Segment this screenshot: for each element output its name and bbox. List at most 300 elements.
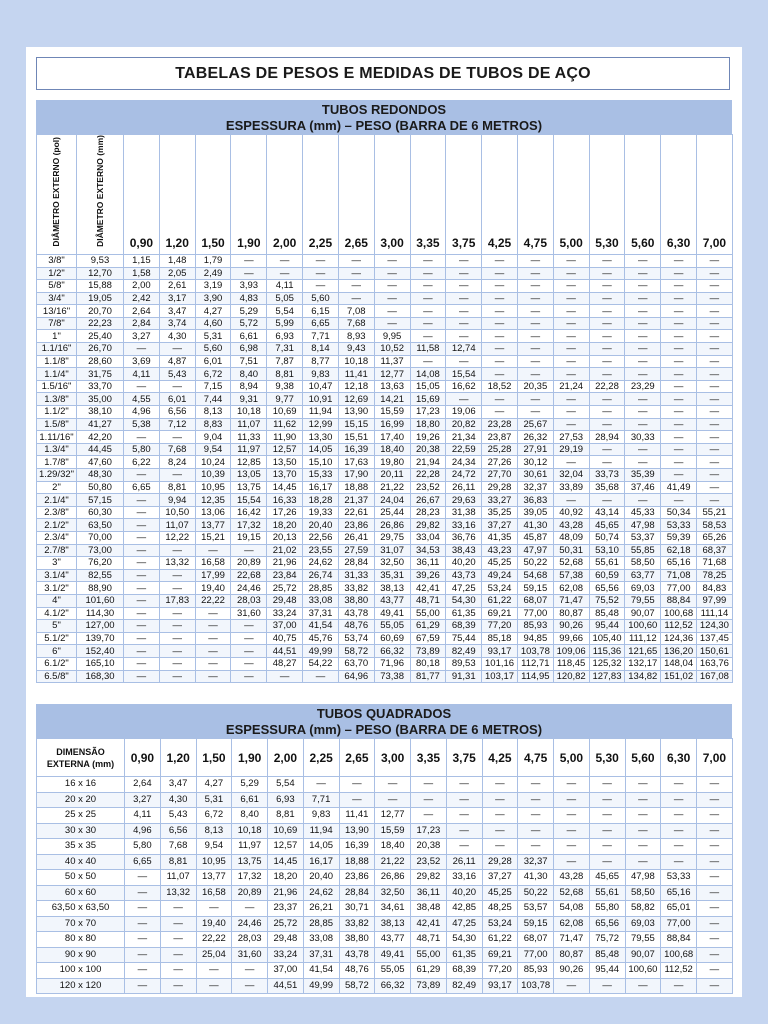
weight-cell: — bbox=[625, 792, 661, 808]
weight-cell: 53,10 bbox=[589, 544, 625, 557]
weight-cell: 69,03 bbox=[625, 916, 661, 932]
weight-cell: 9,94 bbox=[159, 494, 195, 507]
weight-cell: 77,00 bbox=[518, 947, 554, 963]
weight-cell: — bbox=[374, 292, 410, 305]
weight-cell: 23,28 bbox=[482, 418, 518, 431]
weight-cell: 27,59 bbox=[338, 544, 374, 557]
weight-cell: 23,52 bbox=[411, 854, 447, 870]
weight-cell: — bbox=[303, 670, 339, 683]
row-label-cell: 3" bbox=[37, 557, 77, 570]
weight-cell: — bbox=[374, 254, 410, 267]
weight-cell: — bbox=[124, 519, 160, 532]
weight-cell: 63,77 bbox=[625, 569, 661, 582]
col-header-thickness: 5,00 bbox=[554, 739, 590, 777]
weight-cell: 33,89 bbox=[553, 481, 589, 494]
weight-cell: 55,00 bbox=[410, 607, 446, 620]
row-label-cell: 1.3/8" bbox=[37, 393, 77, 406]
weight-cell: — bbox=[661, 978, 697, 994]
weight-cell: — bbox=[482, 267, 518, 280]
weight-cell: 20,89 bbox=[232, 885, 268, 901]
weight-cell: — bbox=[625, 406, 661, 419]
weight-cell: 6,15 bbox=[303, 305, 339, 318]
weight-cell: 32,50 bbox=[375, 885, 411, 901]
weight-cell: 124,30 bbox=[697, 620, 733, 633]
weight-cell: 71,47 bbox=[553, 594, 589, 607]
weight-cell: 16,58 bbox=[196, 885, 232, 901]
weight-cell: — bbox=[125, 963, 161, 979]
weight-cell: — bbox=[589, 254, 625, 267]
weight-cell: 50,31 bbox=[553, 544, 589, 557]
weight-cell: — bbox=[625, 393, 661, 406]
row-label-cell: 1.29/32" bbox=[37, 469, 77, 482]
weight-cell: 17,32 bbox=[231, 519, 267, 532]
weight-cell: 52,68 bbox=[554, 885, 590, 901]
weight-cell: — bbox=[697, 963, 733, 979]
weight-cell: 3,27 bbox=[125, 792, 161, 808]
round-tubes-subtitle: ESPESSURA (mm) – PESO (BARRA DE 6 METROS) bbox=[225, 118, 543, 133]
row-label-cell: 70,00 bbox=[77, 531, 124, 544]
weight-cell: 22,56 bbox=[303, 531, 339, 544]
weight-cell: — bbox=[625, 823, 661, 839]
weight-cell: 163,76 bbox=[697, 657, 733, 670]
weight-cell: 111,12 bbox=[625, 632, 661, 645]
weight-cell: 27,53 bbox=[553, 431, 589, 444]
table-row bbox=[37, 569, 733, 582]
weight-cell: — bbox=[553, 317, 589, 330]
table-row bbox=[37, 469, 733, 482]
weight-cell: 54,08 bbox=[554, 901, 590, 917]
weight-cell: — bbox=[482, 254, 518, 267]
row-label-cell: 139,70 bbox=[77, 632, 124, 645]
weight-cell: 38,13 bbox=[375, 916, 411, 932]
weight-cell: — bbox=[125, 932, 161, 948]
weight-cell: 44,51 bbox=[267, 645, 303, 658]
weight-cell: 26,86 bbox=[374, 519, 410, 532]
weight-cell: 41,49 bbox=[661, 481, 697, 494]
weight-cell: 16,39 bbox=[339, 839, 375, 855]
weight-cell: 49,24 bbox=[482, 569, 518, 582]
weight-cell: — bbox=[697, 330, 733, 343]
weight-cell: — bbox=[482, 292, 518, 305]
row-label-cell: 5.1/2" bbox=[37, 632, 77, 645]
weight-cell: 18,28 bbox=[303, 494, 339, 507]
table-row bbox=[37, 777, 733, 793]
weight-cell: 7,31 bbox=[267, 343, 303, 356]
row-label-cell: 1.1/8" bbox=[37, 355, 77, 368]
weight-cell: 39,26 bbox=[410, 569, 446, 582]
weight-cell: 6,72 bbox=[195, 368, 231, 381]
weight-cell: 85,93 bbox=[517, 620, 553, 633]
weight-cell: 19,80 bbox=[374, 456, 410, 469]
weight-cell: 20,82 bbox=[446, 418, 482, 431]
weight-cell: 47,25 bbox=[446, 582, 482, 595]
weight-cell: 18,88 bbox=[338, 481, 374, 494]
weight-cell: 58,72 bbox=[339, 978, 375, 994]
weight-cell: 40,92 bbox=[553, 506, 589, 519]
weight-cell: — bbox=[410, 280, 446, 293]
weight-cell: 93,17 bbox=[482, 978, 518, 994]
weight-cell: 5,72 bbox=[231, 317, 267, 330]
weight-cell: 88,84 bbox=[661, 594, 697, 607]
weight-cell: 29,48 bbox=[268, 932, 304, 948]
weight-cell: 20,89 bbox=[231, 557, 267, 570]
weight-cell: — bbox=[553, 355, 589, 368]
weight-cell: 1,58 bbox=[124, 267, 160, 280]
col-header-thickness: 7,00 bbox=[697, 135, 733, 255]
weight-cell: 10,18 bbox=[231, 406, 267, 419]
weight-cell: 6,01 bbox=[159, 393, 195, 406]
table-row bbox=[37, 620, 733, 633]
weight-cell: — bbox=[124, 506, 160, 519]
weight-cell: — bbox=[482, 823, 518, 839]
weight-cell: 26,32 bbox=[517, 431, 553, 444]
weight-cell: 17,63 bbox=[338, 456, 374, 469]
weight-cell: 33,27 bbox=[482, 494, 518, 507]
weight-cell: 48,76 bbox=[338, 620, 374, 633]
weight-cell: — bbox=[231, 267, 267, 280]
col-header-thickness: 3,75 bbox=[446, 739, 482, 777]
weight-cell: 150,61 bbox=[697, 645, 733, 658]
weight-cell: 95,44 bbox=[589, 963, 625, 979]
weight-cell: — bbox=[697, 823, 733, 839]
weight-cell: 48,25 bbox=[482, 901, 518, 917]
table-row bbox=[37, 506, 733, 519]
weight-cell: 63,70 bbox=[338, 657, 374, 670]
weight-cell: — bbox=[124, 607, 160, 620]
weight-cell: 43,77 bbox=[374, 594, 410, 607]
weight-cell: — bbox=[195, 632, 231, 645]
weight-cell: — bbox=[589, 456, 625, 469]
weight-cell: 23,55 bbox=[303, 544, 339, 557]
weight-cell: 20,40 bbox=[303, 870, 339, 886]
weight-cell: 121,65 bbox=[625, 645, 661, 658]
weight-cell: 29,75 bbox=[374, 531, 410, 544]
row-label-cell: 1.7/8" bbox=[37, 456, 77, 469]
row-label-cell: 2" bbox=[37, 481, 77, 494]
weight-cell: 28,03 bbox=[231, 594, 267, 607]
weight-cell: — bbox=[553, 343, 589, 356]
weight-cell: 22,59 bbox=[446, 443, 482, 456]
weight-cell: 14,05 bbox=[303, 839, 339, 855]
weight-cell: — bbox=[697, 380, 733, 393]
weight-cell: 13,90 bbox=[339, 823, 375, 839]
weight-cell: — bbox=[124, 343, 160, 356]
weight-cell: 16,58 bbox=[195, 557, 231, 570]
col-header-thickness: 2,65 bbox=[338, 135, 374, 255]
weight-cell: 8,40 bbox=[231, 368, 267, 381]
weight-cell: 9,95 bbox=[374, 330, 410, 343]
row-label-cell: 114,30 bbox=[77, 607, 124, 620]
weight-cell: 88,84 bbox=[661, 932, 697, 948]
weight-cell: 10,24 bbox=[195, 456, 231, 469]
weight-cell: 5,43 bbox=[160, 808, 196, 824]
row-label-cell: 20 x 20 bbox=[37, 792, 125, 808]
weight-cell: — bbox=[517, 267, 553, 280]
weight-cell: 10,18 bbox=[232, 823, 268, 839]
weight-cell: 30,61 bbox=[517, 469, 553, 482]
table-row bbox=[37, 280, 733, 293]
weight-cell: — bbox=[517, 330, 553, 343]
weight-cell: 35,25 bbox=[482, 506, 518, 519]
table-row bbox=[37, 494, 733, 507]
weight-cell: — bbox=[159, 670, 195, 683]
weight-cell: 11,41 bbox=[338, 368, 374, 381]
weight-cell: 124,36 bbox=[661, 632, 697, 645]
weight-cell: 4,30 bbox=[159, 330, 195, 343]
weight-cell: 7,15 bbox=[195, 380, 231, 393]
weight-cell: — bbox=[411, 792, 447, 808]
weight-cell: — bbox=[589, 854, 625, 870]
weight-cell: 12,22 bbox=[159, 531, 195, 544]
weight-cell: 132,17 bbox=[625, 657, 661, 670]
weight-cell: — bbox=[339, 777, 375, 793]
weight-cell: 77,00 bbox=[661, 916, 697, 932]
weight-cell: 4,11 bbox=[125, 808, 161, 824]
weight-cell: — bbox=[625, 368, 661, 381]
weight-cell: 8,94 bbox=[231, 380, 267, 393]
weight-cell: 53,37 bbox=[625, 531, 661, 544]
table-row bbox=[37, 839, 733, 855]
table-row bbox=[37, 418, 733, 431]
weight-cell: — bbox=[553, 406, 589, 419]
weight-cell: — bbox=[697, 870, 733, 886]
weight-cell: 17,26 bbox=[267, 506, 303, 519]
row-label-cell: 13/16" bbox=[37, 305, 77, 318]
weight-cell: — bbox=[625, 443, 661, 456]
weight-cell: 40,20 bbox=[446, 557, 482, 570]
weight-cell: 84,83 bbox=[697, 582, 733, 595]
weight-cell: 23,37 bbox=[268, 901, 304, 917]
table-row bbox=[37, 854, 733, 870]
row-label-cell: 76,20 bbox=[77, 557, 124, 570]
weight-cell: — bbox=[625, 317, 661, 330]
weight-cell: — bbox=[589, 393, 625, 406]
weight-cell: 6,61 bbox=[231, 330, 267, 343]
weight-cell: — bbox=[589, 808, 625, 824]
weight-cell: 78,25 bbox=[697, 569, 733, 582]
square-tubes-header bbox=[36, 704, 732, 738]
weight-cell: 6,01 bbox=[195, 355, 231, 368]
weight-cell: 17,40 bbox=[374, 431, 410, 444]
weight-cell: 24,62 bbox=[303, 557, 339, 570]
weight-cell: — bbox=[553, 330, 589, 343]
row-label-cell: 1.5/16" bbox=[37, 380, 77, 393]
col-header-thickness: 5,00 bbox=[553, 135, 589, 255]
weight-cell: — bbox=[231, 645, 267, 658]
weight-cell: 40,20 bbox=[446, 885, 482, 901]
weight-cell: 4,11 bbox=[267, 280, 303, 293]
weight-cell: 9,43 bbox=[338, 343, 374, 356]
weight-cell: — bbox=[697, 916, 733, 932]
row-label-cell: 5/8" bbox=[37, 280, 77, 293]
row-label-cell: 4" bbox=[37, 594, 77, 607]
weight-cell: 20,40 bbox=[303, 519, 339, 532]
weight-cell: — bbox=[338, 280, 374, 293]
weight-cell: — bbox=[195, 670, 231, 683]
weight-cell: — bbox=[446, 823, 482, 839]
weight-cell: — bbox=[160, 978, 196, 994]
weight-cell: 5,60 bbox=[195, 343, 231, 356]
weight-cell: 13,63 bbox=[374, 380, 410, 393]
weight-cell: 8,83 bbox=[195, 418, 231, 431]
weight-cell: 90,07 bbox=[625, 607, 661, 620]
weight-cell: 59,15 bbox=[518, 916, 554, 932]
row-label-cell: 4.1/2" bbox=[37, 607, 77, 620]
weight-cell: 15,05 bbox=[410, 380, 446, 393]
weight-cell: — bbox=[232, 963, 268, 979]
weight-cell: — bbox=[410, 330, 446, 343]
weight-cell: 4,11 bbox=[124, 368, 160, 381]
weight-cell: 11,94 bbox=[303, 406, 339, 419]
weight-cell: 8,81 bbox=[267, 368, 303, 381]
weight-cell: 13,75 bbox=[232, 854, 268, 870]
weight-cell: 69,03 bbox=[625, 582, 661, 595]
weight-cell: 25,67 bbox=[517, 418, 553, 431]
weight-cell: 32,37 bbox=[517, 481, 553, 494]
table-row bbox=[37, 657, 733, 670]
weight-cell: 9,83 bbox=[303, 368, 339, 381]
row-label-cell: 3.1/2" bbox=[37, 582, 77, 595]
weight-cell: 53,24 bbox=[482, 916, 518, 932]
weight-cell: — bbox=[446, 777, 482, 793]
weight-cell: 15,69 bbox=[410, 393, 446, 406]
weight-cell: 45,25 bbox=[482, 557, 518, 570]
weight-cell: 49,41 bbox=[375, 947, 411, 963]
weight-cell: 55,85 bbox=[625, 544, 661, 557]
weight-cell: 93,17 bbox=[482, 645, 518, 658]
table-row bbox=[37, 443, 733, 456]
row-label-cell: 1.1/2" bbox=[37, 406, 77, 419]
weight-cell: — bbox=[661, 267, 697, 280]
weight-cell: 24,46 bbox=[232, 916, 268, 932]
weight-cell: 37,27 bbox=[482, 870, 518, 886]
weight-cell: 61,35 bbox=[446, 607, 482, 620]
weight-cell: 21,02 bbox=[267, 544, 303, 557]
weight-cell: 28,84 bbox=[338, 557, 374, 570]
weight-cell: 20,38 bbox=[410, 443, 446, 456]
weight-cell: — bbox=[231, 670, 267, 683]
weight-cell: 61,22 bbox=[482, 594, 518, 607]
weight-cell: — bbox=[697, 267, 733, 280]
weight-cell: — bbox=[482, 330, 518, 343]
table-row bbox=[37, 343, 733, 356]
weight-cell: 1,79 bbox=[195, 254, 231, 267]
weight-cell: 103,78 bbox=[518, 978, 554, 994]
weight-cell: 75,52 bbox=[589, 594, 625, 607]
weight-cell: — bbox=[446, 792, 482, 808]
weight-cell: 50,22 bbox=[518, 885, 554, 901]
weight-cell: 28,84 bbox=[339, 885, 375, 901]
col-header-thickness: 1,50 bbox=[196, 739, 232, 777]
row-label-cell: 19,05 bbox=[77, 292, 124, 305]
weight-cell: — bbox=[661, 443, 697, 456]
weight-cell: 9,77 bbox=[267, 393, 303, 406]
weight-cell: — bbox=[446, 355, 482, 368]
weight-cell: 57,38 bbox=[553, 569, 589, 582]
weight-cell: — bbox=[159, 620, 195, 633]
weight-cell: 11,07 bbox=[159, 519, 195, 532]
weight-cell: 91,31 bbox=[446, 670, 482, 683]
weight-cell: 90,07 bbox=[625, 947, 661, 963]
weight-cell: — bbox=[124, 632, 160, 645]
weight-cell: 118,45 bbox=[553, 657, 589, 670]
weight-cell: — bbox=[518, 777, 554, 793]
weight-cell: 136,20 bbox=[661, 645, 697, 658]
weight-cell: 35,31 bbox=[374, 569, 410, 582]
weight-cell: — bbox=[554, 808, 590, 824]
weight-cell: — bbox=[482, 343, 518, 356]
weight-cell: — bbox=[697, 254, 733, 267]
weight-cell: — bbox=[661, 808, 697, 824]
weight-cell: — bbox=[517, 305, 553, 318]
weight-cell: 3,19 bbox=[195, 280, 231, 293]
weight-cell: 10,52 bbox=[374, 343, 410, 356]
weight-cell: — bbox=[625, 305, 661, 318]
weight-cell: 21,94 bbox=[410, 456, 446, 469]
weight-cell: 85,48 bbox=[589, 607, 625, 620]
weight-cell: 29,63 bbox=[446, 494, 482, 507]
weight-cell: — bbox=[589, 823, 625, 839]
weight-cell: 3,74 bbox=[159, 317, 195, 330]
weight-cell: — bbox=[661, 292, 697, 305]
weight-cell: — bbox=[482, 406, 518, 419]
weight-cell: — bbox=[374, 280, 410, 293]
weight-cell: 5,38 bbox=[124, 418, 160, 431]
weight-cell: 20,11 bbox=[374, 469, 410, 482]
weight-cell: 33,16 bbox=[446, 870, 482, 886]
weight-cell: — bbox=[697, 792, 733, 808]
weight-cell: 2,00 bbox=[124, 280, 160, 293]
weight-cell: — bbox=[697, 393, 733, 406]
weight-cell: 65,56 bbox=[589, 916, 625, 932]
weight-cell: — bbox=[374, 317, 410, 330]
weight-cell: — bbox=[661, 494, 697, 507]
weight-cell: 16,42 bbox=[231, 506, 267, 519]
weight-cell: 21,34 bbox=[446, 431, 482, 444]
weight-cell: 111,14 bbox=[697, 607, 733, 620]
weight-cell: — bbox=[482, 317, 518, 330]
weight-cell: — bbox=[482, 368, 518, 381]
weight-cell: 60,69 bbox=[374, 632, 410, 645]
weight-cell: 6,65 bbox=[303, 317, 339, 330]
weight-cell: 15,59 bbox=[374, 406, 410, 419]
weight-cell: 7,68 bbox=[338, 317, 374, 330]
document-sheet bbox=[26, 47, 742, 997]
weight-cell: 12,77 bbox=[375, 808, 411, 824]
weight-cell: 8,81 bbox=[159, 481, 195, 494]
weight-cell: 90,26 bbox=[554, 963, 590, 979]
weight-cell: — bbox=[410, 267, 446, 280]
round-tubes-table bbox=[36, 134, 733, 683]
weight-cell: 79,55 bbox=[625, 594, 661, 607]
weight-cell: 1,48 bbox=[159, 254, 195, 267]
weight-cell: — bbox=[159, 380, 195, 393]
col-header-thickness: 4,25 bbox=[482, 135, 518, 255]
weight-cell: 115,36 bbox=[589, 645, 625, 658]
weight-cell: — bbox=[697, 431, 733, 444]
row-label-cell: 6.1/2" bbox=[37, 657, 77, 670]
weight-cell: — bbox=[446, 280, 482, 293]
table-row bbox=[37, 317, 733, 330]
weight-cell: 26,74 bbox=[303, 569, 339, 582]
weight-cell: 2,61 bbox=[159, 280, 195, 293]
weight-cell: 26,86 bbox=[375, 870, 411, 886]
weight-cell: — bbox=[589, 267, 625, 280]
weight-cell: 58,50 bbox=[625, 885, 661, 901]
weight-cell: 13,75 bbox=[231, 481, 267, 494]
weight-cell: — bbox=[554, 777, 590, 793]
weight-cell: 5,99 bbox=[267, 317, 303, 330]
